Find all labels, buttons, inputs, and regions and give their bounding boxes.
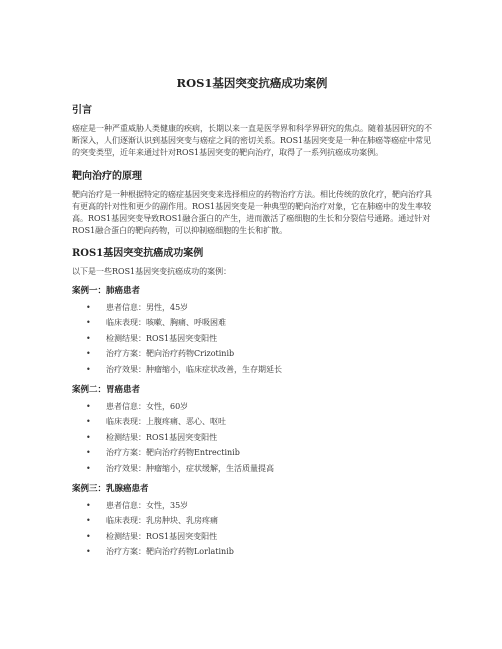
bullet-icon: • [86, 349, 91, 359]
list-item-text: 治疗效果：肿瘤缩小，症状缓解，生活质量提高 [106, 463, 274, 473]
list-item-text: 治疗方案：靶向治疗药物Entrectinib [106, 448, 240, 458]
list-item-text: 治疗方案：靶向治疗药物Lorlatinib [106, 547, 234, 557]
list-item [72, 331, 432, 347]
bullet-icon: • [86, 401, 91, 411]
case-title: 案例三：乳腺癌患者 [72, 483, 149, 494]
bullet-icon: • [86, 432, 91, 442]
list-item [72, 315, 432, 331]
cases-intro: 以下是一些ROS1基因突变抗癌成功的案例： [72, 267, 232, 277]
list-item [72, 300, 432, 316]
list-item-text: 检测结果：ROS1基因突变阳性 [106, 432, 218, 442]
bullet-icon: • [86, 463, 91, 473]
intro-paragraph: 癌症是一种严重威胁人类健康的疾病，长期以来一直是医学界和科学界研究的焦点。随着基因研究的不断深入，人们逐渐认识到基因突变与癌症之间的密切关系。ROS1基因突变是一种在肺癌等癌症中常见的突变类型，近年来通过针对ROS1基因突变的靶向治疗，取得了一系列抗癌成功案例。 [72, 124, 432, 158]
list-item-text: 患者信息：男性，45岁 [106, 302, 189, 312]
list-item-text: 临床表现：上腹疼痛、恶心、呕吐 [106, 417, 226, 427]
bullet-icon: • [86, 516, 91, 526]
bullet-icon: • [86, 417, 91, 427]
list-item [72, 498, 432, 514]
list-item [72, 399, 432, 415]
list-item-text: 检测结果：ROS1基因突变阳性 [106, 333, 218, 343]
bullet-icon: • [86, 318, 91, 328]
bullet-icon: • [86, 365, 91, 374]
bullet-icon: • [86, 302, 91, 312]
list-item [72, 430, 432, 446]
list-item [72, 544, 432, 560]
list-item [72, 362, 432, 378]
case-details-list [72, 300, 432, 378]
list-item-text: 临床表现：咳嗽、胸痛、呼吸困难 [106, 318, 226, 328]
principle-paragraph: 靶向治疗是一种根据特定的癌症基因突变来选择相应的药物治疗方法。相比传统的放化疗，靶向治疗具有更高的针对性和更少的副作用。ROS1基因突变是一种典型的靶向治疗对象，它在肺癌中的发生率较高。ROS1基因突变导致ROS1融合蛋白的产生，进而激活了癌细胞的生长和分裂信号通路。通过针对ROS1融合蛋白的靶向药物，可以抑制癌细胞的生长和扩散。 [72, 189, 432, 236]
list-item-text: 临床表现：乳房肿块、乳房疼痛 [106, 516, 218, 526]
list-item [72, 529, 432, 545]
bullet-icon: • [86, 531, 91, 541]
case-details-list [72, 498, 432, 560]
list-item-text: 治疗方案：靶向治疗药物Crizotinib [106, 349, 235, 359]
intro-heading: 引言 [72, 105, 92, 116]
list-item [72, 461, 432, 477]
cases-heading: ROS1基因突变抗癌成功案例 [72, 248, 204, 260]
list-item [72, 445, 432, 461]
bullet-icon: • [86, 448, 91, 458]
case-title: 案例一：肺癌患者 [72, 285, 141, 296]
list-item-text: 患者信息：女性，35岁 [106, 500, 189, 510]
bullet-icon: • [86, 333, 91, 343]
case-details-list [72, 399, 432, 477]
list-item-text: 治疗效果：肿瘤缩小，临床症状改善，生存期延长 [106, 365, 282, 374]
principle-heading: 靶向治疗的原理 [72, 170, 142, 182]
list-item-text: 患者信息：女性，60岁 [106, 401, 189, 411]
list-item [72, 414, 432, 430]
bullet-icon: • [86, 547, 91, 557]
document-title: ROS1基因突变抗癌成功案例 [176, 76, 328, 90]
list-item [72, 513, 432, 529]
list-item [72, 346, 432, 362]
bullet-icon: • [86, 500, 91, 510]
list-item-text: 检测结果：ROS1基因突变阳性 [106, 531, 218, 541]
case-title: 案例二：胃癌患者 [72, 384, 141, 395]
